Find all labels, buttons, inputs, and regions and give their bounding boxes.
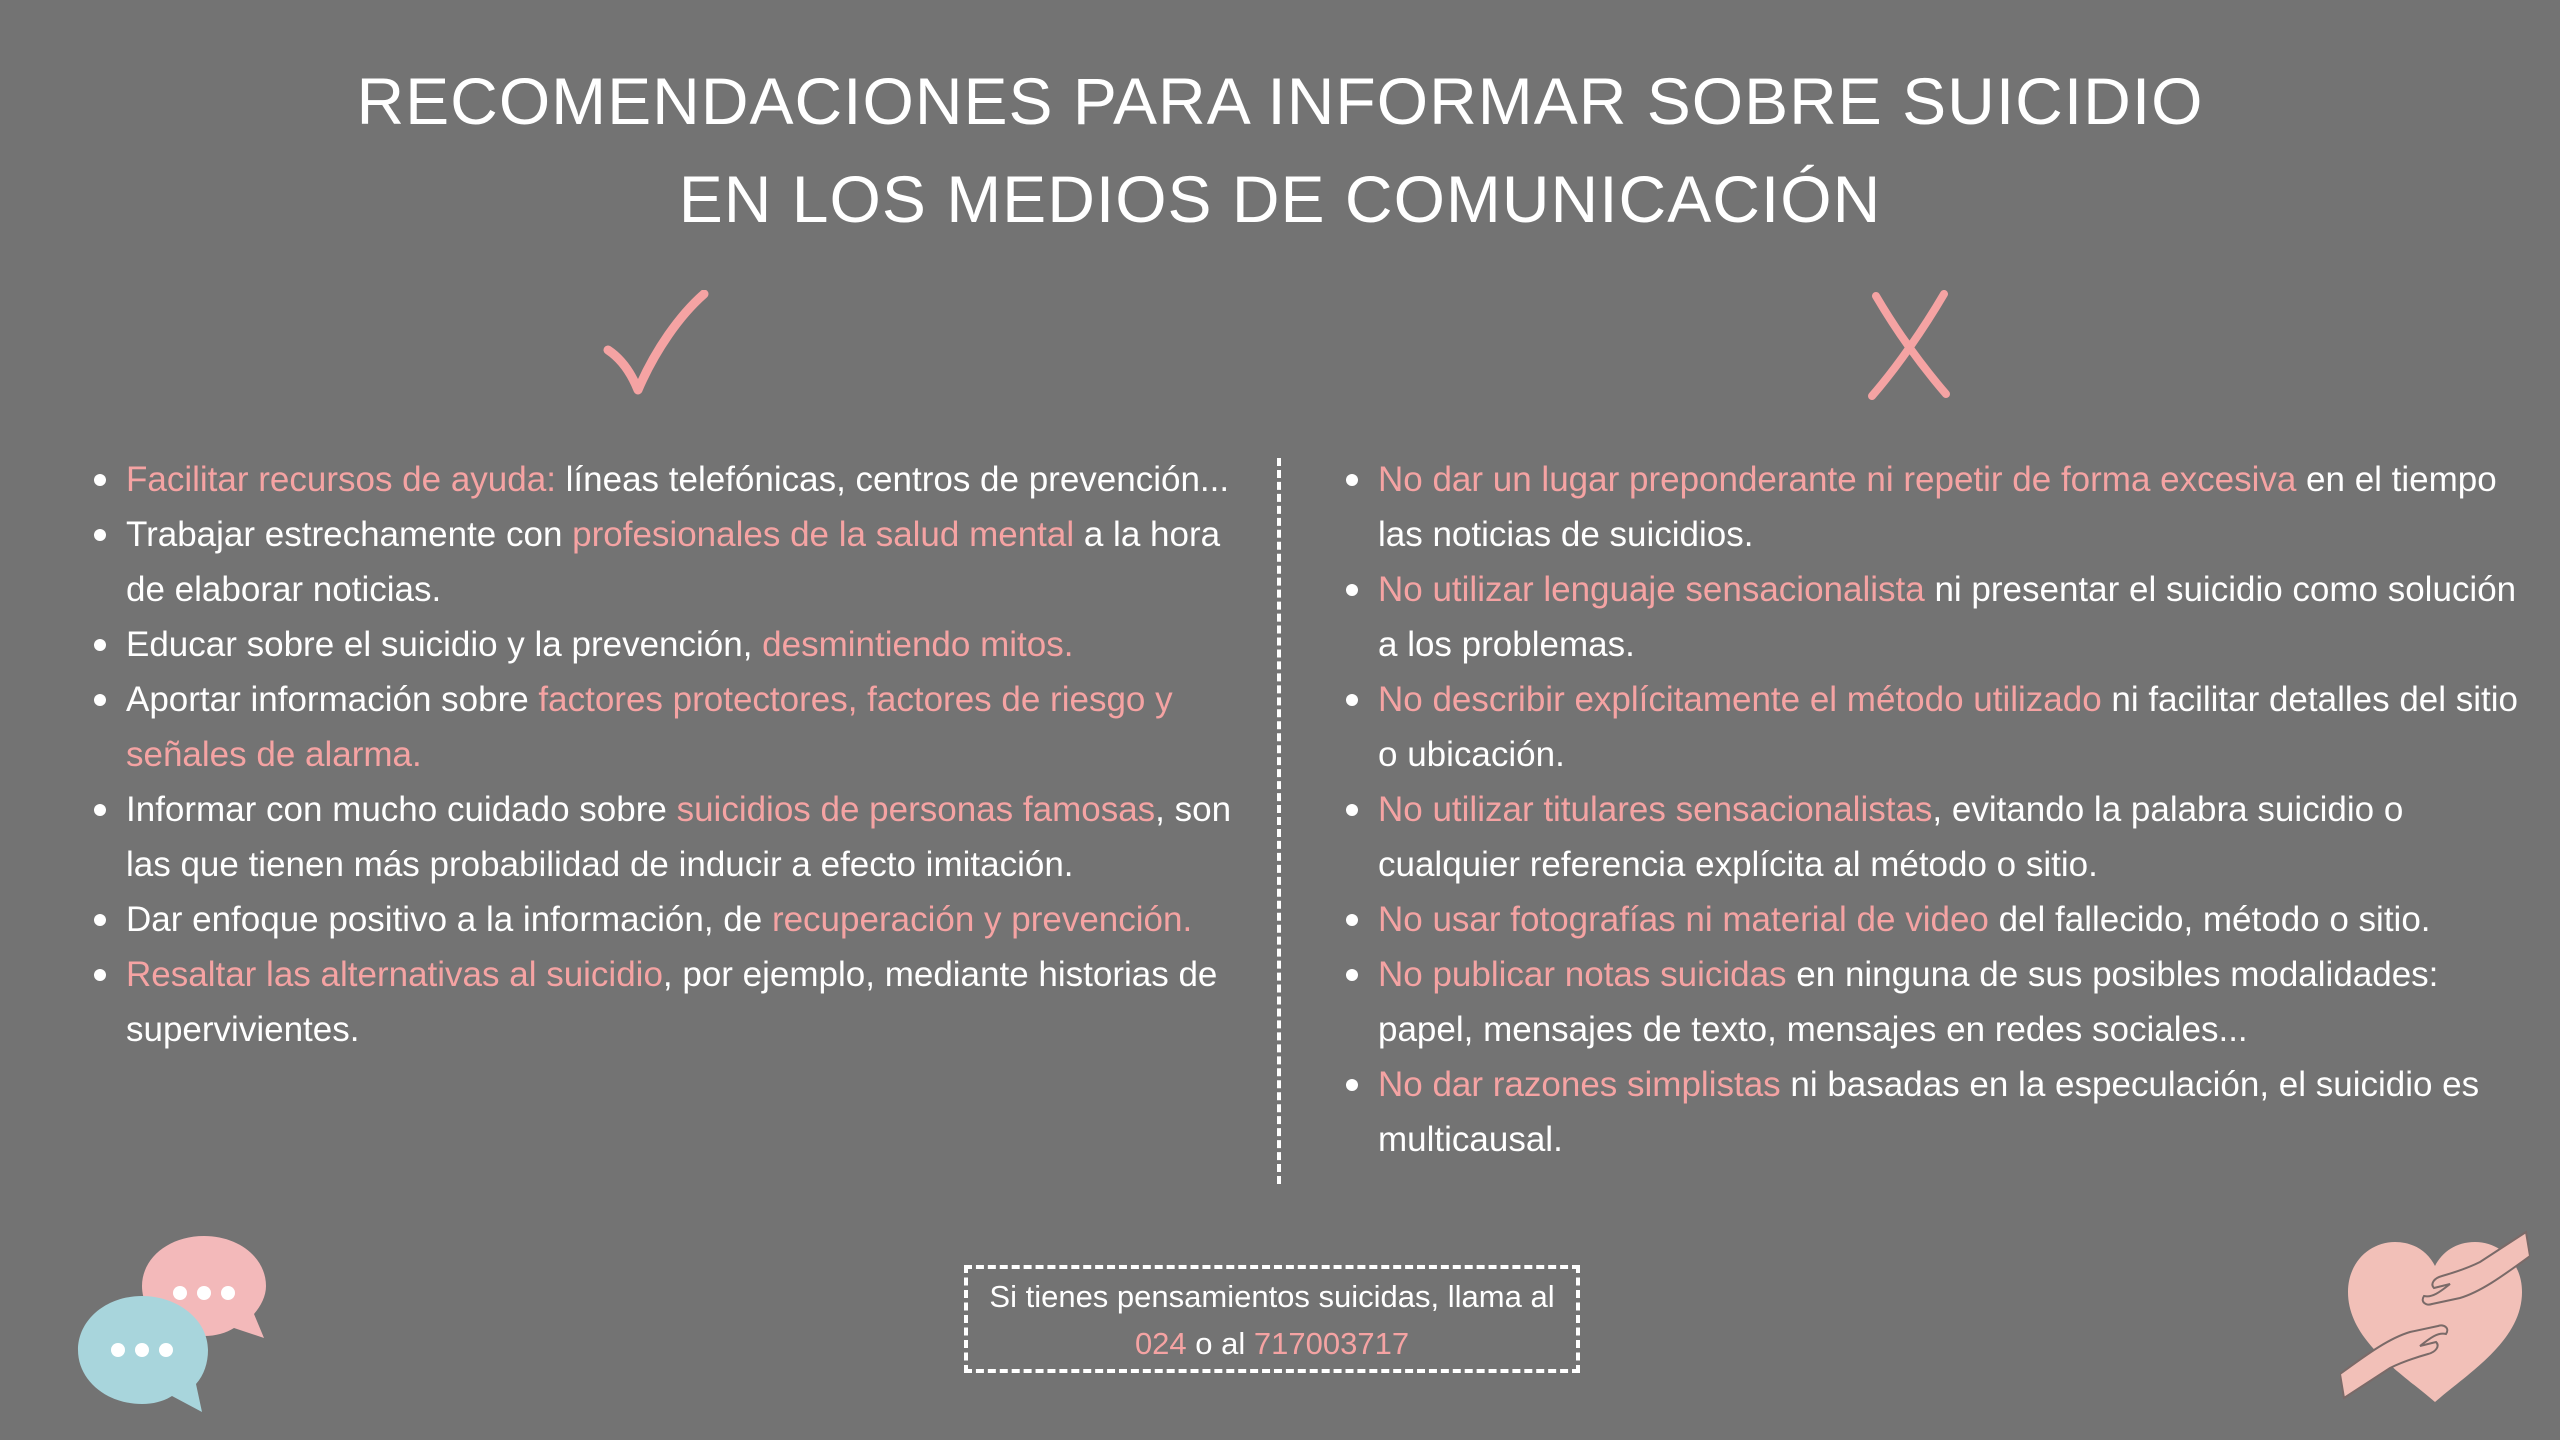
dont-recommendations-list bbox=[1344, 452, 2524, 1167]
body-text: , son las que tienen más probabilidad de inducir a efecto imitación. bbox=[126, 790, 1232, 884]
body-text: ni presentar el suicidio como solución a los problemas. bbox=[1378, 570, 2517, 664]
body-text: en ninguna de sus posibles modalidades: papel, mensajes de texto, mensajes en redes sociales... bbox=[1378, 955, 2439, 1049]
do-list-item bbox=[92, 782, 1262, 892]
highlighted-text: No usar fotografías ni material de video bbox=[1378, 900, 1989, 939]
page-title bbox=[0, 52, 2560, 248]
dont-list-item bbox=[1344, 562, 2524, 672]
do-list-item bbox=[92, 947, 1262, 1057]
helpline-box bbox=[964, 1265, 1580, 1373]
body-text: ni facilitar detalles del sitio o ubicación. bbox=[1378, 680, 2518, 774]
highlighted-text: suicidios de personas famosas bbox=[676, 790, 1156, 829]
do-recommendations-list bbox=[92, 452, 1262, 1057]
highlighted-text: No dar un lugar preponderante ni repetir de forma excesiva bbox=[1378, 460, 2297, 499]
highlighted-text: No utilizar titulares sensacionalistas bbox=[1378, 790, 1933, 829]
helpline-connector: o al bbox=[1186, 1326, 1254, 1361]
highlighted-text: recuperación y prevención. bbox=[771, 900, 1193, 939]
do-list-item bbox=[92, 507, 1262, 617]
body-text: del fallecido, método o sitio. bbox=[1988, 900, 2431, 939]
dont-list-item bbox=[1344, 1057, 2524, 1167]
do-list-item bbox=[92, 452, 1262, 507]
body-text: , por ejemplo, mediante historias de supervivientes. bbox=[126, 955, 1218, 1049]
do-list-item bbox=[92, 672, 1262, 782]
do-list-item bbox=[92, 617, 1262, 672]
chat-bubbles-icon bbox=[74, 1228, 284, 1418]
body-text: Aportar información sobre bbox=[126, 680, 539, 719]
highlighted-text: desmintiendo mitos. bbox=[762, 625, 1074, 664]
highlighted-text: No describir explícitamente el método utilizado bbox=[1378, 680, 2102, 719]
body-text: ni basadas en la especulación, el suicidio es multicausal. bbox=[1378, 1065, 2480, 1159]
title-line-2: EN LOS MEDIOS DE COMUNICACIÓN bbox=[678, 162, 1882, 236]
highlighted-text: Resaltar las alternativas al suicidio bbox=[126, 955, 663, 994]
dont-list-item bbox=[1344, 672, 2524, 782]
column-divider bbox=[1277, 458, 1281, 1184]
highlighted-text: factores protectores, factores de riesgo y señales de alarma. bbox=[126, 680, 1173, 774]
checkmark-icon bbox=[600, 290, 710, 400]
title-line-1: RECOMENDACIONES PARA INFORMAR SOBRE SUICIDIO bbox=[356, 64, 2204, 138]
helpline-numbers bbox=[968, 1320, 1576, 1367]
highlighted-text: No dar razones simplistas bbox=[1378, 1065, 1781, 1104]
helpline-number-alt: 717003717 bbox=[1253, 1326, 1410, 1361]
do-list-item bbox=[92, 892, 1262, 947]
body-text: en el tiempo las noticias de suicidios. bbox=[1378, 460, 2497, 554]
body-text: Educar sobre el suicidio y la prevención, bbox=[126, 625, 763, 664]
body-text: líneas telefónicas, centros de prevención... bbox=[555, 460, 1230, 499]
dont-list-item bbox=[1344, 452, 2524, 562]
body-text: a la hora de elaborar noticias. bbox=[126, 515, 1221, 609]
highlighted-text: No publicar notas suicidas bbox=[1378, 955, 1787, 994]
body-text: Trabajar estrechamente con bbox=[126, 515, 573, 554]
x-mark-icon bbox=[1866, 290, 1956, 400]
highlighted-text: Facilitar recursos de ayuda: bbox=[126, 460, 556, 499]
dont-list-item bbox=[1344, 947, 2524, 1057]
body-text: , evitando la palabra suicidio o cualquier referencia explícita al método o sitio. bbox=[1378, 790, 2404, 884]
dont-list-item bbox=[1344, 782, 2524, 892]
dont-list-item bbox=[1344, 892, 2524, 947]
body-text: Dar enfoque positivo a la información, de bbox=[126, 900, 772, 939]
heart-hands-icon bbox=[2340, 1222, 2530, 1408]
highlighted-text: profesionales de la salud mental bbox=[572, 515, 1075, 554]
helpline-number-024: 024 bbox=[1134, 1326, 1187, 1361]
body-text: Informar con mucho cuidado sobre bbox=[126, 790, 677, 829]
highlighted-text: No utilizar lenguaje sensacionalista bbox=[1378, 570, 1925, 609]
helpline-text: Si tienes pensamientos suicidas, llama al bbox=[989, 1279, 1555, 1314]
